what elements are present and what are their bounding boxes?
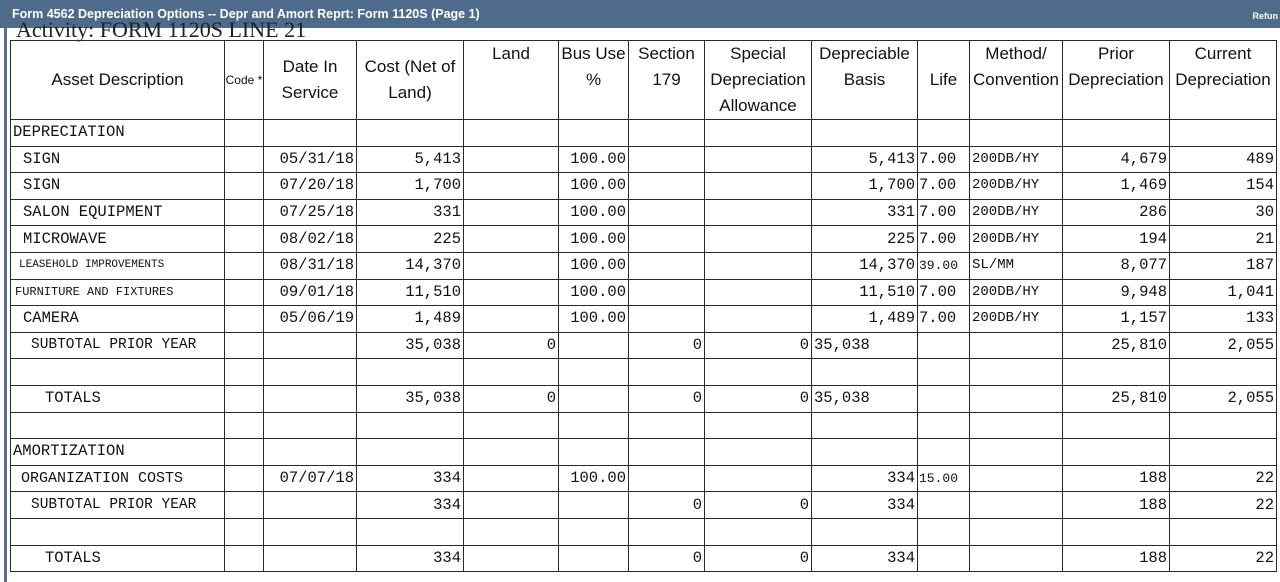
subtotal-basis: 35,038 (812, 332, 918, 359)
section-row-depreciation (11, 120, 1277, 147)
subtotal-row (11, 332, 1277, 359)
subtotal-prior: 188 (1063, 492, 1170, 519)
asset-code[interactable] (225, 306, 264, 333)
asset-method[interactable]: SL/MM (970, 252, 1063, 279)
asset-section-179[interactable] (629, 226, 705, 253)
asset-current[interactable]: 154 (1170, 173, 1277, 200)
asset-current[interactable]: 30 (1170, 199, 1277, 226)
asset-code[interactable] (225, 252, 264, 279)
asset-description[interactable]: MICROWAVE (11, 226, 225, 253)
header-prior-depreciation: Prior Depreciation (1063, 41, 1170, 120)
asset-current[interactable]: 21 (1170, 226, 1277, 253)
asset-land[interactable] (464, 465, 559, 492)
asset-row[interactable] (11, 279, 1277, 306)
asset-basis[interactable]: 1,489 (812, 306, 918, 333)
asset-bus-use[interactable]: 100.00 (559, 306, 629, 333)
asset-life[interactable]: 7.00 (918, 146, 970, 173)
blank-row (11, 412, 1277, 439)
asset-basis[interactable]: 11,510 (812, 279, 918, 306)
totals-label: TOTALS (11, 385, 225, 412)
blank-row (11, 359, 1277, 386)
totals-basis: 35,038 (812, 385, 918, 412)
asset-date[interactable]: 08/02/18 (264, 226, 357, 253)
asset-basis[interactable]: 225 (812, 226, 918, 253)
asset-prior[interactable]: 9,948 (1063, 279, 1170, 306)
header-method: Method/ Convention (970, 41, 1063, 120)
asset-current[interactable]: 133 (1170, 306, 1277, 333)
totals-row (11, 385, 1277, 412)
subtotal-current: 2,055 (1170, 332, 1277, 359)
asset-cost[interactable]: 334 (357, 465, 464, 492)
asset-bus-use[interactable]: 100.00 (559, 279, 629, 306)
asset-section-179[interactable] (629, 465, 705, 492)
asset-description[interactable]: ORGANIZATION COSTS (11, 465, 225, 492)
totals-current: 2,055 (1170, 385, 1277, 412)
totals-basis: 334 (812, 545, 918, 572)
subtotal-row (11, 492, 1277, 519)
asset-row[interactable] (11, 252, 1277, 279)
asset-land[interactable] (464, 146, 559, 173)
section-row-amortization (11, 439, 1277, 466)
asset-prior[interactable]: 194 (1063, 226, 1170, 253)
asset-code[interactable] (225, 226, 264, 253)
refund-button[interactable]: Refun (1252, 11, 1278, 21)
asset-land[interactable] (464, 173, 559, 200)
asset-method[interactable]: 200DB/HY (970, 306, 1063, 333)
asset-method[interactable]: 200DB/HY (970, 199, 1063, 226)
asset-land[interactable] (464, 226, 559, 253)
asset-land[interactable] (464, 199, 559, 226)
asset-land[interactable] (464, 252, 559, 279)
header-section-179: Section 179 (629, 41, 705, 120)
asset-cost[interactable]: 331 (357, 199, 464, 226)
blank-row (11, 518, 1277, 545)
asset-section-179[interactable] (629, 146, 705, 173)
totals-section-179: 0 (629, 545, 705, 572)
asset-row[interactable] (11, 226, 1277, 253)
asset-description[interactable]: SIGN (11, 173, 225, 200)
subtotal-special: 0 (705, 492, 812, 519)
asset-date[interactable]: 07/25/18 (264, 199, 357, 226)
asset-life[interactable]: 7.00 (918, 226, 970, 253)
asset-prior[interactable]: 4,679 (1063, 146, 1170, 173)
asset-bus-use[interactable]: 100.00 (559, 199, 629, 226)
asset-land[interactable] (464, 279, 559, 306)
window-left-border (4, 28, 7, 582)
subtotal-prior: 25,810 (1063, 332, 1170, 359)
asset-bus-use[interactable]: 100.00 (559, 173, 629, 200)
asset-special[interactable] (705, 279, 812, 306)
asset-cost[interactable]: 225 (357, 226, 464, 253)
header-land: Land (464, 41, 559, 120)
asset-date[interactable]: 09/01/18 (264, 279, 357, 306)
subtotal-cost: 35,038 (357, 332, 464, 359)
header-bus-use: Bus Use % (559, 41, 629, 120)
totals-current: 22 (1170, 545, 1277, 572)
totals-special: 0 (705, 385, 812, 412)
asset-basis[interactable]: 331 (812, 199, 918, 226)
asset-method[interactable]: 200DB/HY (970, 146, 1063, 173)
asset-section-179[interactable] (629, 306, 705, 333)
asset-bus-use[interactable]: 100.00 (559, 146, 629, 173)
asset-date[interactable]: 08/31/18 (264, 252, 357, 279)
asset-life[interactable]: 7.00 (918, 173, 970, 200)
asset-cost[interactable]: 14,370 (357, 252, 464, 279)
asset-life[interactable]: 7.00 (918, 199, 970, 226)
asset-date[interactable]: 05/06/19 (264, 306, 357, 333)
asset-current[interactable]: 1,041 (1170, 279, 1277, 306)
asset-bus-use[interactable]: 100.00 (559, 465, 629, 492)
header-special-allowance: Special Depreciation Allowance (705, 41, 812, 120)
window-title: Form 4562 Depreciation Options -- Depr and Amort Reprt: Form 1120S (Page 1) (12, 7, 480, 21)
totals-cost: 334 (357, 545, 464, 572)
asset-row[interactable] (11, 146, 1277, 173)
asset-method[interactable]: 200DB/HY (970, 279, 1063, 306)
asset-special[interactable] (705, 252, 812, 279)
asset-code[interactable] (225, 173, 264, 200)
totals-prior: 25,810 (1063, 385, 1170, 412)
depreciation-report-table (10, 40, 1277, 572)
asset-special[interactable] (705, 306, 812, 333)
asset-row[interactable] (11, 173, 1277, 200)
asset-life[interactable]: 39.00 (918, 252, 970, 279)
totals-label: TOTALS (11, 545, 225, 572)
subtotal-section-179: 0 (629, 332, 705, 359)
asset-bus-use[interactable]: 100.00 (559, 252, 629, 279)
asset-special[interactable] (705, 199, 812, 226)
subtotal-label: SUBTOTAL PRIOR YEAR (11, 332, 225, 359)
asset-basis[interactable]: 1,700 (812, 173, 918, 200)
subtotal-basis: 334 (812, 492, 918, 519)
asset-description[interactable]: SALON EQUIPMENT (11, 199, 225, 226)
subtotal-special: 0 (705, 332, 812, 359)
asset-cost[interactable]: 11,510 (357, 279, 464, 306)
asset-method[interactable] (970, 465, 1063, 492)
asset-description[interactable]: FURNITURE AND FIXTURES (11, 279, 225, 306)
subtotal-section-179: 0 (629, 492, 705, 519)
asset-land[interactable] (464, 306, 559, 333)
asset-basis[interactable]: 334 (812, 465, 918, 492)
asset-cost[interactable]: 1,489 (357, 306, 464, 333)
totals-special: 0 (705, 545, 812, 572)
header-life: Life (918, 41, 970, 120)
totals-row (11, 545, 1277, 572)
section-label: DEPRECIATION (11, 120, 225, 147)
asset-method[interactable]: 200DB/HY (970, 173, 1063, 200)
subtotal-current: 22 (1170, 492, 1277, 519)
asset-code[interactable] (225, 465, 264, 492)
header-asset-description: Asset Description (11, 41, 225, 120)
asset-description[interactable]: SIGN (11, 146, 225, 173)
subtotal-land: 0 (464, 332, 559, 359)
asset-code[interactable] (225, 146, 264, 173)
asset-method[interactable]: 200DB/HY (970, 226, 1063, 253)
asset-cost[interactable]: 5,413 (357, 146, 464, 173)
asset-code[interactable] (225, 199, 264, 226)
totals-cost: 35,038 (357, 385, 464, 412)
totals-section-179: 0 (629, 385, 705, 412)
asset-prior[interactable]: 1,157 (1063, 306, 1170, 333)
asset-basis[interactable]: 14,370 (812, 252, 918, 279)
asset-section-179[interactable] (629, 173, 705, 200)
asset-special[interactable] (705, 226, 812, 253)
header-code: Code * (225, 41, 264, 120)
header-current-depreciation: Current Depreciation (1170, 41, 1277, 120)
header-depreciable-basis: Depreciable Basis (812, 41, 918, 120)
asset-row[interactable] (11, 199, 1277, 226)
header-cost: Cost (Net of Land) (357, 41, 464, 120)
asset-section-179[interactable] (629, 279, 705, 306)
header-date-in-service: Date In Service (264, 41, 357, 120)
asset-current[interactable]: 489 (1170, 146, 1277, 173)
section-label: AMORTIZATION (11, 439, 225, 466)
asset-prior[interactable]: 188 (1063, 465, 1170, 492)
asset-prior[interactable]: 1,469 (1063, 173, 1170, 200)
asset-special[interactable] (705, 173, 812, 200)
header-row (11, 41, 1277, 120)
subtotal-label: SUBTOTAL PRIOR YEAR (11, 492, 225, 519)
asset-basis[interactable]: 5,413 (812, 146, 918, 173)
asset-prior[interactable]: 286 (1063, 199, 1170, 226)
asset-cost[interactable]: 1,700 (357, 173, 464, 200)
activity-line: Activity: FORM 1120S LINE 21 (16, 17, 307, 42)
asset-description[interactable]: CAMERA (11, 306, 225, 333)
asset-special[interactable] (705, 465, 812, 492)
asset-description[interactable]: LEASEHOLD IMPROVEMENTS (11, 252, 225, 279)
asset-date[interactable]: 05/31/18 (264, 146, 357, 173)
asset-life[interactable]: 7.00 (918, 306, 970, 333)
asset-current[interactable]: 187 (1170, 252, 1277, 279)
asset-life[interactable]: 7.00 (918, 279, 970, 306)
asset-code[interactable] (225, 279, 264, 306)
asset-prior[interactable]: 8,077 (1063, 252, 1170, 279)
asset-section-179[interactable] (629, 199, 705, 226)
asset-row[interactable] (11, 306, 1277, 333)
asset-special[interactable] (705, 146, 812, 173)
subtotal-cost: 334 (357, 492, 464, 519)
asset-current[interactable]: 22 (1170, 465, 1277, 492)
asset-section-179[interactable] (629, 252, 705, 279)
asset-date[interactable]: 07/07/18 (264, 465, 357, 492)
asset-row[interactable] (11, 465, 1277, 492)
totals-prior: 188 (1063, 545, 1170, 572)
asset-bus-use[interactable]: 100.00 (559, 226, 629, 253)
asset-date[interactable]: 07/20/18 (264, 173, 357, 200)
totals-land: 0 (464, 385, 559, 412)
asset-life[interactable]: 15.00 (918, 465, 970, 492)
